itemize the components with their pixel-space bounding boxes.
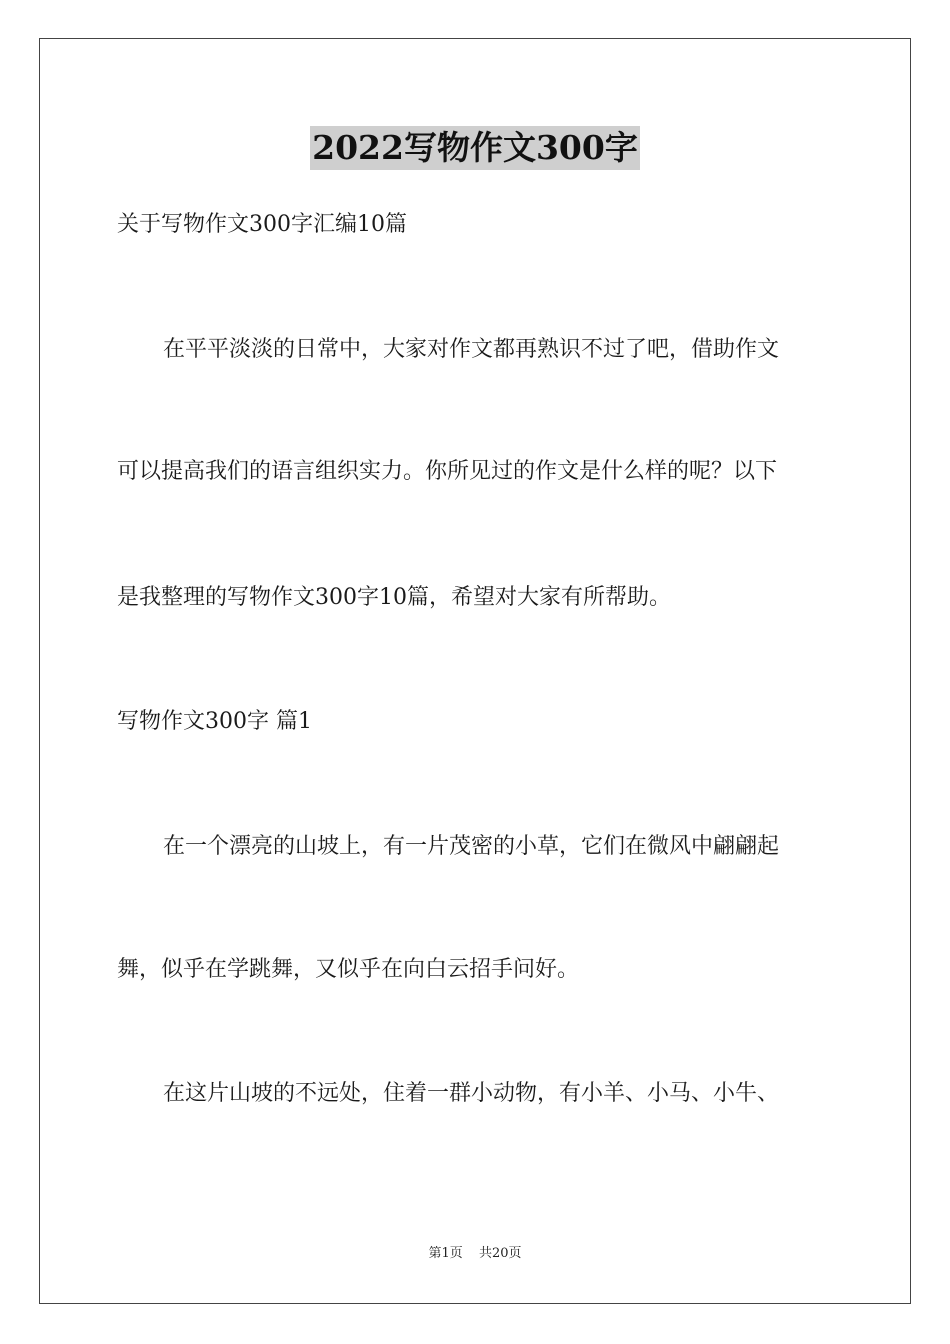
section-heading: 写物作文300字 篇1	[117, 709, 312, 734]
intro-line: 是我整理的写物作文300字10篇，希望对大家有所帮助。	[117, 585, 671, 610]
body-line: 舞，似乎在学跳舞，又似乎在向白云招手问好。	[117, 957, 580, 982]
body-line: 在这片山坡的不远处，住着一群小动物，有小羊、小马、小牛、	[163, 1081, 780, 1106]
intro-line: 可以提高我们的语言组织实力。你所见过的作文是什么样的呢？以下	[117, 459, 778, 484]
page-total: 共20页	[478, 1246, 522, 1261]
document-title: 2022写物作文300字	[310, 126, 640, 170]
page-number: 第1页	[428, 1246, 463, 1261]
page-footer	[0, 1245, 950, 1263]
body-line: 在一个漂亮的山坡上，有一片茂密的小草，它们在微风中翩翩起	[163, 834, 780, 859]
intro-line: 在平平淡淡的日常中，大家对作文都再熟识不过了吧，借助作文	[163, 337, 780, 362]
document-subtitle: 关于写物作文300字汇编10篇	[117, 212, 407, 237]
title-container	[0, 126, 950, 170]
